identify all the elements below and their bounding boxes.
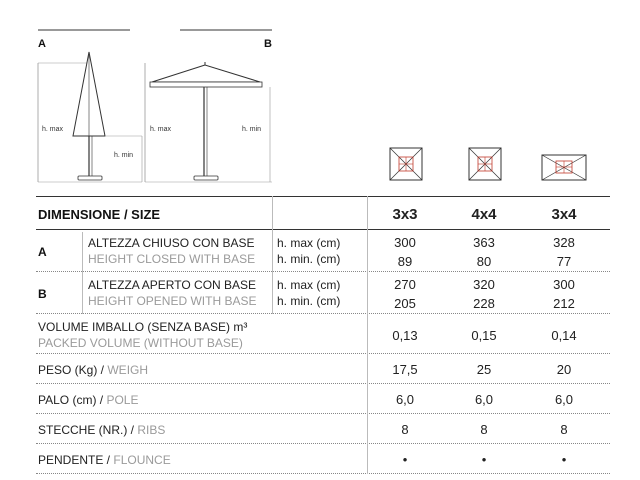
ribs-4x4: 8 (480, 422, 488, 437)
table-row-flounce (36, 446, 610, 474)
ribs-label-it: STECCHE (NR.) / (38, 423, 138, 437)
row-a-min-3x4: 77 (556, 254, 572, 269)
ribs-label (38, 423, 165, 437)
pole-label-it: PALO (cm) / (38, 393, 107, 407)
size-3x3-header: 3x3 (392, 206, 418, 223)
diagram-label-b: B (264, 38, 272, 50)
closed-umbrella-drawing (38, 52, 142, 182)
size-4x4-top-view-icon (469, 148, 501, 180)
volume-4x4: 0,15 (471, 328, 497, 343)
flounce-label-it: PENDENTE / (38, 453, 114, 467)
ribs-3x4: 8 (560, 422, 568, 437)
row-a-label-it: ALTEZZA CHIUSO CON BASE (88, 236, 255, 250)
flounce-label-en: FLOUNCE (113, 453, 171, 467)
pole-label (38, 393, 138, 407)
row-b-label-it: ALTEZZA APERTO CON BASE (88, 278, 257, 292)
diagram-label-a: A (38, 38, 46, 50)
table-row-volume (36, 316, 610, 354)
row-a-unit-min: h. min. (cm) (277, 252, 341, 266)
col-divider-letter (82, 232, 83, 314)
row-b-max-4x4: 320 (473, 277, 495, 292)
table-row-a (36, 232, 610, 272)
flounce-3x4: • (561, 452, 567, 467)
col-divider-label (272, 196, 273, 314)
umbrella-drawings (0, 0, 640, 200)
a-hmax-label: h. max (42, 126, 64, 133)
size-3x4-header: 3x4 (551, 206, 577, 223)
flounce-label (38, 453, 171, 467)
weight-label-it: PESO (Kg) / (38, 363, 108, 377)
b-hmin-label: h. min (242, 126, 262, 133)
row-a-label-en: HEIGHT CLOSED WITH BASE (88, 252, 256, 266)
row-b-unit-min: h. min. (cm) (277, 294, 341, 308)
size-3x4-top-view-icon (542, 155, 586, 180)
weight-label (38, 363, 148, 377)
ribs-label-en: RIBS (137, 423, 166, 437)
table-row-weight (36, 356, 610, 384)
a-hmin-label: h. min (114, 152, 134, 159)
size-3x3-top-view-icon (390, 148, 422, 180)
weight-3x3: 17,5 (392, 362, 418, 377)
row-b-unit-max: h. max (cm) (277, 278, 341, 292)
table-row-pole (36, 386, 610, 414)
row-b-min-4x4: 228 (473, 296, 495, 311)
row-a-unit-max: h. max (cm) (277, 236, 341, 250)
row-a-max-3x4: 328 (553, 235, 575, 250)
weight-3x4: 20 (556, 362, 572, 377)
table-row-ribs (36, 416, 610, 444)
b-hmax-label: h. max (150, 126, 172, 133)
row-a-max-3x3: 300 (394, 235, 416, 250)
volume-label-en: PACKED VOLUME (WITHOUT BASE) (38, 336, 243, 350)
table-top-rule (36, 196, 610, 197)
row-b-max-3x3: 270 (394, 277, 416, 292)
row-b-letter: B (38, 287, 47, 301)
open-umbrella-drawing (145, 62, 272, 182)
weight-label-en: WEIGH (107, 363, 149, 377)
row-b-min-3x3: 205 (394, 296, 416, 311)
weight-4x4: 25 (476, 362, 492, 377)
row-a-max-4x4: 363 (473, 235, 495, 250)
pole-3x3: 6,0 (395, 392, 415, 407)
pole-3x4: 6,0 (554, 392, 574, 407)
row-a-min-3x3: 89 (397, 254, 413, 269)
flounce-3x3: • (402, 452, 408, 467)
volume-3x4: 0,14 (551, 328, 577, 343)
row-b-min-3x4: 212 (553, 296, 575, 311)
umbrella-diagram (0, 0, 640, 200)
volume-label-it: VOLUME IMBALLO (SENZA BASE) m³ (38, 320, 248, 334)
row-b-max-3x4: 300 (553, 277, 575, 292)
pole-4x4: 6,0 (474, 392, 494, 407)
row-b-label-en: HEIGHT OPENED WITH BASE (88, 294, 257, 308)
row-a-letter: A (38, 245, 47, 259)
volume-3x3: 0,13 (392, 328, 418, 343)
table-header-row (36, 198, 610, 230)
ribs-3x3: 8 (401, 422, 409, 437)
size-4x4-header: 4x4 (471, 206, 497, 223)
row-a-min-4x4: 80 (476, 254, 492, 269)
size-header-label: DIMENSIONE / SIZE (38, 207, 161, 222)
flounce-4x4: • (481, 452, 487, 467)
table-row-b (36, 274, 610, 314)
col-divider-values (367, 196, 368, 474)
pole-label-en: POLE (106, 393, 139, 407)
